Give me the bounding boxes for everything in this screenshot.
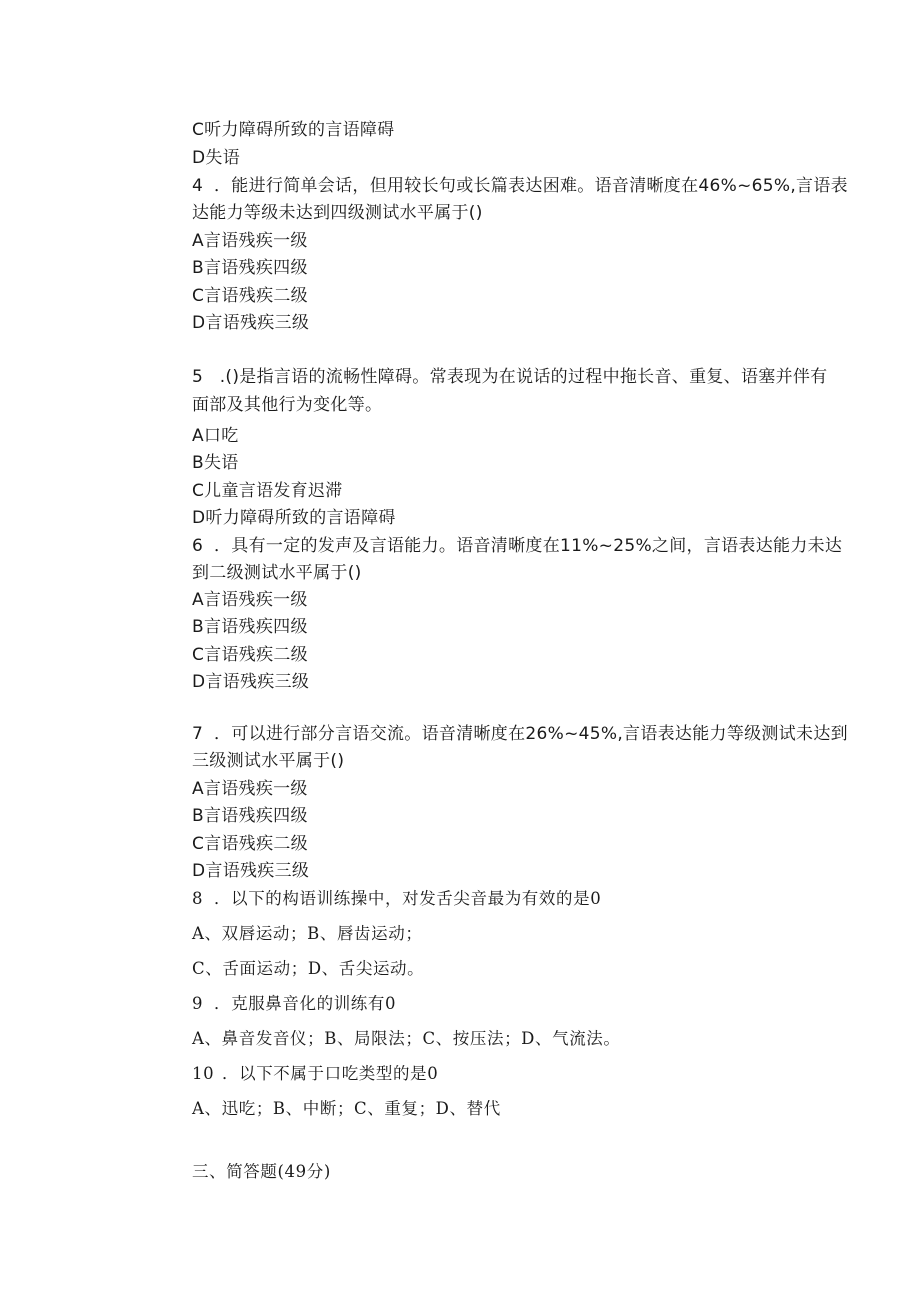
q6-option-c: C言语残疾二级 bbox=[192, 645, 308, 665]
q5-text-line1: .()是指言语的流畅性障碍。常表现为在说话的过程中拖长音、重复、语塞并伴有 bbox=[219, 367, 828, 387]
q4-option-a: A言语残疾一级 bbox=[192, 231, 308, 251]
q5-option-a: A口吃 bbox=[192, 426, 239, 446]
q6-question-line2: 到二级测试水平属于() bbox=[192, 563, 362, 583]
q4-question-line1 bbox=[192, 174, 882, 198]
q5-option-b: B失语 bbox=[192, 453, 239, 473]
q7-question-line2: 三级测试水平属于() bbox=[192, 751, 345, 771]
q8-options-line1: A、双唇运动；B、唇齿运动； bbox=[192, 924, 423, 943]
q7-question-line1 bbox=[192, 722, 882, 746]
q6-question-line1 bbox=[192, 534, 882, 558]
q7-text-line1: ．可以进行部分言语交流。语音清晰度在26%~45%,言语表达能力等级测试未达到 bbox=[214, 724, 848, 744]
q5-number: 5 bbox=[192, 367, 204, 387]
q10-number: 10 bbox=[192, 1064, 215, 1083]
q6-text-line1: ．具有一定的发声及言语能力。语音清晰度在11%~25%之间，言语表达能力未达 bbox=[214, 536, 843, 556]
q5-question-line1 bbox=[192, 365, 882, 389]
q6-option-a: A言语残疾一级 bbox=[192, 590, 308, 610]
q7-option-d: D言语残疾三级 bbox=[192, 861, 310, 881]
q4-question-line2: 达能力等级未达到四级测试水平属于() bbox=[192, 203, 483, 223]
q8-text: ．以下的构语训练操中，对发舌尖音最为有效的是0 bbox=[214, 889, 602, 908]
q6-option-d: D言语残疾三级 bbox=[192, 672, 310, 692]
q10-question bbox=[192, 1062, 882, 1086]
q8-number: 8 bbox=[192, 889, 204, 908]
q4-text-line1: ．能进行简单会话，但用较长句或长篇表达困难。语音清晰度在46%~65%,言语表 bbox=[214, 176, 848, 196]
section-heading: 三、简答题(49分) bbox=[192, 1162, 331, 1181]
q3-option-d: D失语 bbox=[192, 148, 240, 168]
q4-option-d: D言语残疾三级 bbox=[192, 313, 310, 333]
q8-question bbox=[192, 887, 882, 911]
q7-option-b: B言语残疾四级 bbox=[192, 806, 308, 826]
q4-option-b: B言语残疾四级 bbox=[192, 258, 308, 278]
q4-number: 4 bbox=[192, 176, 204, 196]
q9-text: ．克服鼻音化的训练有0 bbox=[214, 994, 397, 1013]
q3-option-c: C听力障碍所致的言语障碍 bbox=[192, 120, 395, 140]
q4-option-c: C言语残疾二级 bbox=[192, 286, 308, 306]
q5-option-d: D听力障碍所致的言语障碍 bbox=[192, 508, 396, 528]
q7-option-a: A言语残疾一级 bbox=[192, 779, 308, 799]
q9-question bbox=[192, 992, 882, 1016]
q10-options-line1: A、迅吃；B、中断；C、重复；D、替代 bbox=[192, 1099, 501, 1118]
q5-question-line2: 面部及其他行为变化等。 bbox=[192, 395, 383, 415]
q5-option-c: C儿童言语发育迟滞 bbox=[192, 481, 343, 501]
q8-options-line2: C、舌面运动；D、舌尖运动。 bbox=[192, 959, 425, 978]
q10-text: ．以下不属于口吃类型的是0 bbox=[222, 1064, 439, 1083]
q9-options-line1: A、鼻音发音仪；B、局限法；C、按压法；D、气流法。 bbox=[192, 1029, 621, 1048]
q6-number: 6 bbox=[192, 536, 204, 556]
q9-number: 9 bbox=[192, 994, 204, 1013]
q7-option-c: C言语残疾二级 bbox=[192, 834, 308, 854]
q6-option-b: B言语残疾四级 bbox=[192, 617, 308, 637]
q7-number: 7 bbox=[192, 724, 204, 744]
